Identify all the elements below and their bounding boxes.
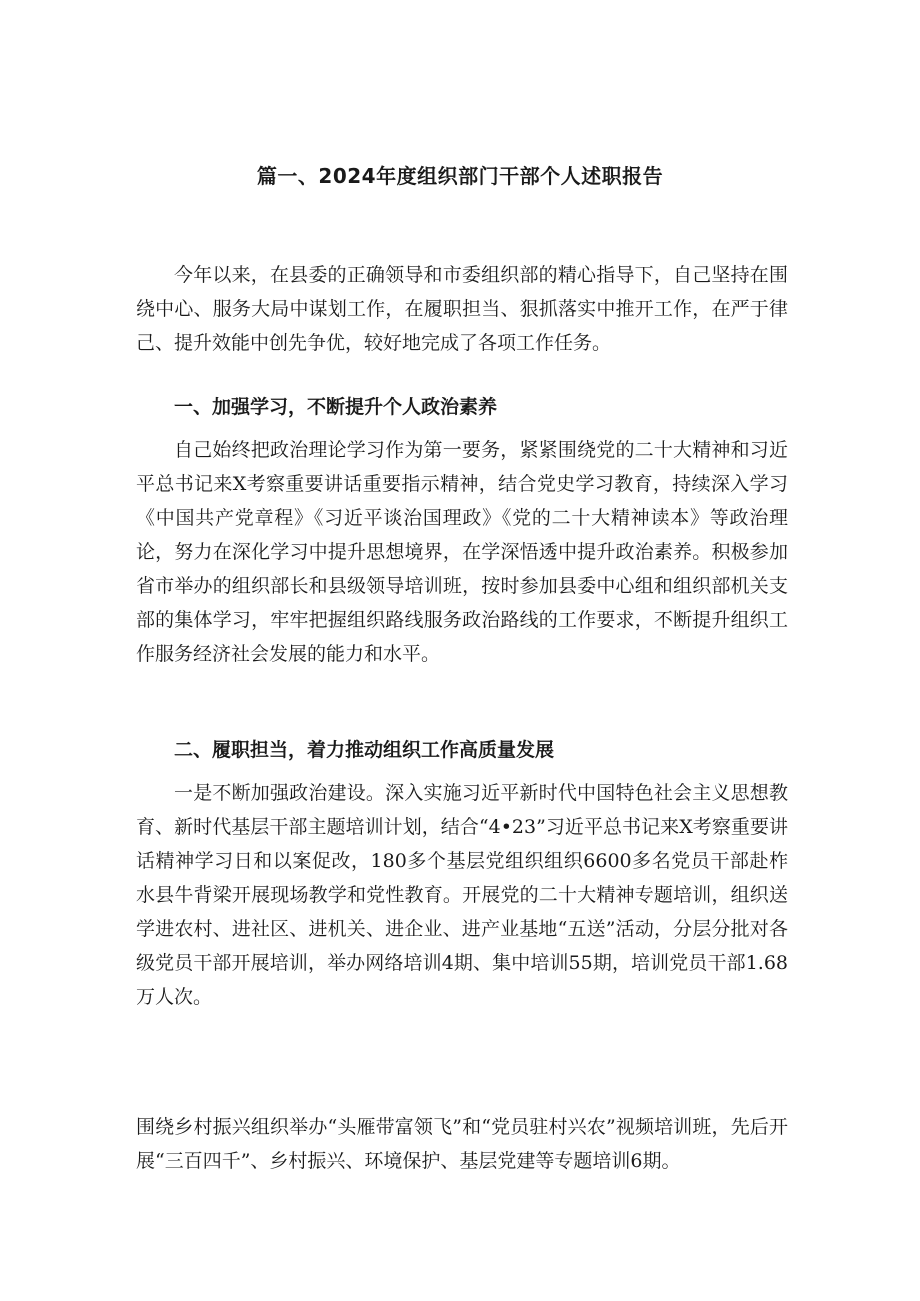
section-heading-2: 二、履职担当，着力推动组织工作高质量发展 bbox=[174, 739, 555, 761]
section-paragraph-2: 一是不断加强政治建设。深入实施习近平新时代中国特色社会主义思想教育、新时代基层干部主题培训计划，结合“4•23”习近平总书记来X考察重要讲话精神学习日和以案促改，180多个基层党组织组织6600多名党员干部赴柞水县牛背梁开展现场教学和党性教育。开展党的二十大精神专题培训，组织送学进农村、进社区、进机关、进企业、进产业基地“五送”活动，分层分批对各级党员干部开展培训，举办网络培训4期、集中培训55期，培训党员干部1.68万人次。 bbox=[136, 782, 788, 1008]
intro-paragraph: 今年以来，在县委的正确领导和市委组织部的精心指导下，自己坚持在围绕中心、服务大局中谋划工作，在履职担当、狠抓落实中推开工作，在严于律己、提升效能中创先争优，较好地完成了各项工作任务。 bbox=[136, 264, 788, 354]
closing-paragraph: 围绕乡村振兴组织举办“头雁带富领飞”和“党员驻村兴农”视频培训班，先后开展“三百四千”、乡村振兴、环境保护、基层党建等专题培训6期。 bbox=[136, 1116, 788, 1172]
section-paragraph-1: 自己始终把政治理论学习作为第一要务，紧紧围绕党的二十大精神和习近平总书记来X考察重要讲话重要指示精神，结合党史学习教育，持续深入学习《中国共产党章程》《习近平谈治国理政》《党的二十大精神读本》等政治理论，努力在深化学习中提升思想境界，在学深悟透中提升政治素养。积极参加省市举办的组织部长和县级领导培训班，按时参加县委中心组和组织部机关支部的集体学习，牢牢把握组织路线服务政治路线的工作要求，不断提升组织工作服务经济社会发展的能力和水平。 bbox=[136, 439, 788, 665]
document-title: 篇一、2024年度组织部门干部个人述职报告 bbox=[256, 164, 664, 188]
section-heading-1: 一、加强学习，不断提升个人政治素养 bbox=[174, 396, 498, 418]
